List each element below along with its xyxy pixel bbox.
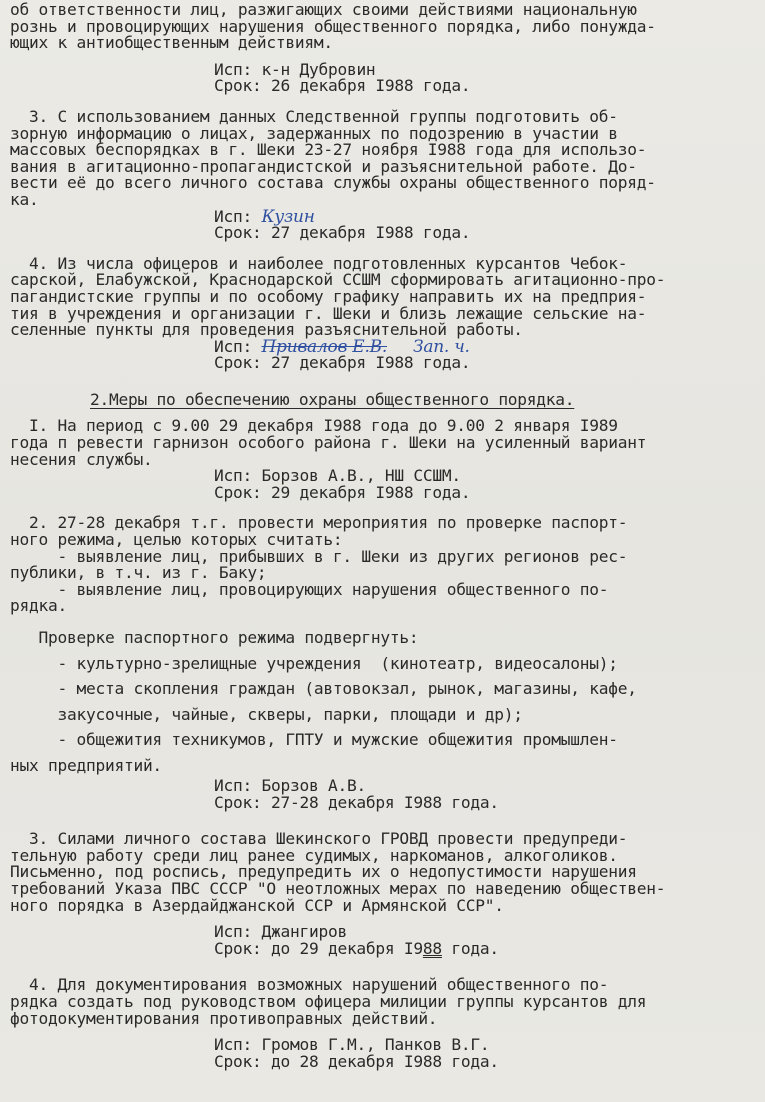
text-line: рядка создать под руководством офицера милиции группы курсантов для [10,991,647,1011]
text-line: 4. Для документирования возможных нарушений общественного по- [10,975,609,995]
section2-item-4-paragraph [10,977,751,1027]
text-line: массовых беспорядках в г. Шеки 23-27 ноября I988 года для использо- [10,140,647,160]
section2-item-1-executor-block [214,468,751,501]
text-line: требований Указа ПВС СССР "О неотложных мерах по наведению обществен- [10,878,666,898]
handwritten-executor: Привалов Е.В. [261,336,387,357]
text-line: рознь и провоцирующих нарушения общественного порядка, либо понужда- [10,16,656,36]
text-line: фотодокументирования противоправных действий. [10,1008,438,1028]
intro-executor-block [214,59,751,96]
executor-label: Исп: [214,922,262,942]
deadline-corrected-year: 88 [422,938,442,958]
text-line: ка. [10,189,39,209]
list-item: - общежития техникумов, ГПТУ и мужские общежития промышлен- [10,730,618,749]
section-title: 2.Меры по обеспечению охраны общественного порядка. [90,389,575,409]
executor-label: Исп: [214,776,262,795]
deadline: Срок: 27 декабря I988 года. [214,223,471,243]
text-line: зорную информацию о лицах, задержанных по подозрению в участии в [10,123,618,143]
text-line: года п ревести гарнизон особого района г. Шеки на усиленный вариант [10,433,647,453]
section2-item-4-executor-block [214,1037,751,1070]
executor-name: Громов Г.М., Панков В.Г. [261,1035,490,1055]
section2-item-3-executor-block [214,924,751,957]
text-line: публики, в т.ч. из г. Баку; [10,563,267,583]
text-line: сарской, Елабужской, Краснодарской ССШМ сформировать агитационно-про- [10,270,666,290]
deadline: Срок: до 28 декабря I988 года. [214,1051,499,1071]
executor-name: Джангиров [261,922,347,942]
text-line: - выявление лиц, прибывших в г. Шеки из других регионов рес- [10,546,628,566]
text-line: вания в агитационно-пропагандистской и разъяснительной работе. До- [10,156,637,176]
text-line: Письменно, под роспись, предупредить их о недопустимости нарушения [10,862,637,882]
executor-label: Исп: [214,336,262,356]
text-line: ного порядка в Азердайджанской ССР и Армянской ССР". [10,895,504,915]
deadline-text: Срок: до 29 декабря I9 [214,938,423,958]
executor-label: Исп: [214,206,262,226]
deadline: Срок: 29 декабря I988 года. [214,482,471,502]
item-3-paragraph [10,106,751,209]
item-4-paragraph [10,253,751,340]
text-line: - выявление лиц, провоцирующих нарушения общественного по- [10,579,609,599]
text-line: ющих к антиобщественным действиям. [10,33,333,53]
text-line: 3. Силами личного состава Шекинского ГРОВД провести предупреди- [10,829,628,849]
executor-name: Борзов А.В., НШ ССШМ. [261,466,461,486]
executor-name: к-н Дубровин [261,59,376,79]
section2-item-1-paragraph [10,418,751,468]
list-item: закусочные, чайные, скверы, парки, площади и др); [10,704,523,724]
text-line: рядка. [10,596,67,616]
text-line: тельную работу среди лиц ранее судимых, наркоманов, алкоголиков. [10,845,618,865]
text-line: 3. С использованием данных Следственной группы подготовить об- [10,106,618,126]
list-heading: Проверке паспортного режима подвергнуть: [10,628,419,647]
text-line: селенные пункты для проведения разъяснительной работы. [10,320,523,340]
deadline [214,938,751,958]
deadline-text: года. [441,938,499,958]
intro-paragraph [10,2,751,52]
passport-check-list [10,625,751,778]
deadline: Срок: 27-28 декабря I988 года. [214,792,499,812]
section2-item-2-executor-block [214,778,751,811]
list-item: - места скопления граждан (автовокзал, рынок, магазины, кафе, [10,679,637,698]
text-line: несения службы. [10,449,153,469]
text-line: об ответственности лиц, разжигающих своими действиями национальную [10,0,637,19]
section2-item-3-paragraph [10,831,751,914]
text-line: тия в учреждения и организации г. Шеки и близь лежащие сельские на- [10,303,647,323]
executor-label: Исп: [214,1035,262,1055]
text-line: пагандистские группы и по особому графику направить их на предприя- [10,286,647,306]
list-item: ных предприятий. [10,755,162,775]
text-line: 4. Из числа офицеров и наиболее подготовленных курсантов Чебок- [10,253,628,273]
item-4-executor-block [214,336,751,373]
executor-name: Борзов А.В. [261,776,366,795]
section2-item-2-paragraph [10,515,751,615]
deadline: Срок: 26 декабря I988 года. [214,76,471,96]
item-3-executor-block [214,206,751,243]
deadline: Срок: 27 декабря I988 года. [214,353,471,373]
handwritten-executor: Кузин [261,206,315,227]
text-line: ного режима, целью которых считать: [10,530,343,550]
text-line: 2. 27-28 декабря т.г. провести мероприятия по проверке паспорт- [10,513,628,533]
list-item: - культурно-зрелищные учреждения (кинотеатр, видеосалоны); [10,653,618,673]
executor-label: Исп: [214,466,262,486]
executor-label: Исп: [214,59,262,79]
handwritten-note: Зап. ч. [413,336,470,357]
text-line: I. На период с 9.00 29 декабря I988 года до 9.00 2 января I989 [10,416,618,436]
text-line: вести её до всего личного состава службы охраны общественного поряд- [10,173,656,193]
